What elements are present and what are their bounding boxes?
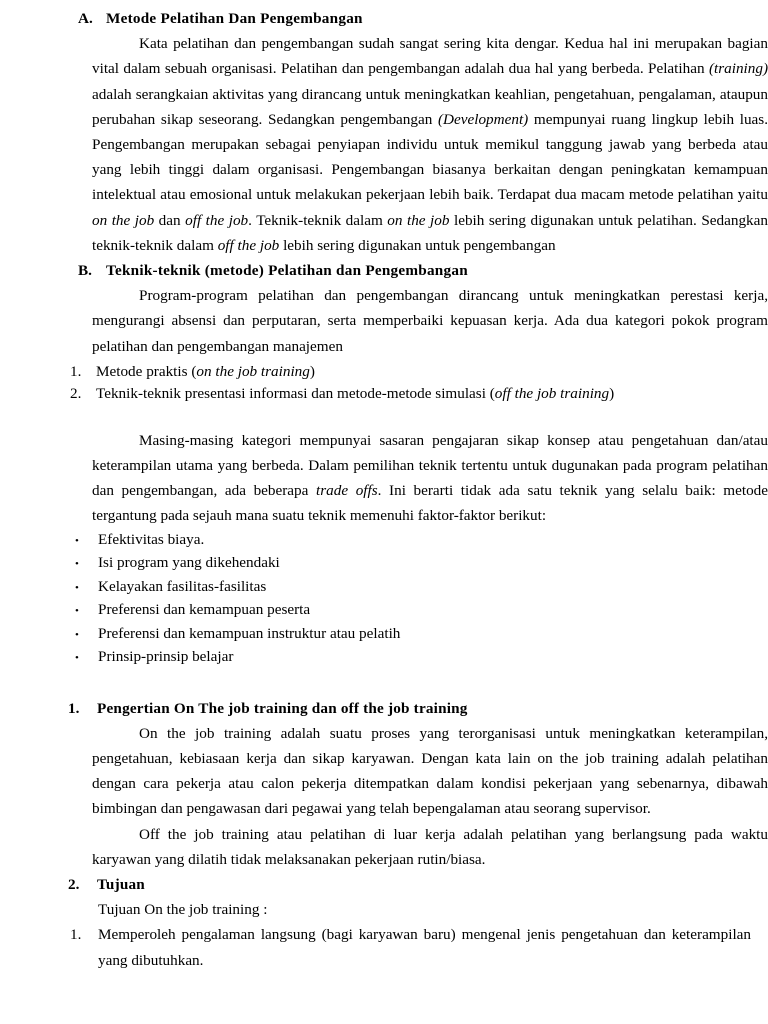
item-1-body — [92, 721, 768, 872]
list-item — [70, 361, 757, 383]
section-b-heading-text: Teknik-teknik (metode) Pelatihan dan Pengembangan — [106, 262, 468, 280]
section-a-marker: A. — [78, 10, 93, 27]
list-item — [75, 552, 757, 576]
section-b-marker: B. — [78, 262, 92, 280]
list-item — [75, 529, 757, 553]
item-2-marker: 2. — [68, 876, 80, 894]
section-b-body-1 — [92, 283, 768, 359]
section-b-paragraph-1: Program-program pelatihan dan pengembangan dirancang untuk meningkatkan perestasi kerja, mengurangi absensi dan perputaran, serta memperbaiki kepuasan kerja. Ada dua kategori pokok program pelatihan dan pengembangan manajemen — [92, 287, 768, 355]
section-b-numbered-list — [11, 361, 757, 405]
bullet-icon: • — [75, 652, 79, 665]
list-item — [70, 922, 751, 972]
item-2-heading — [68, 872, 757, 897]
factors-bullet-list — [11, 529, 757, 670]
spacer — [11, 670, 757, 696]
para-a1-seg3: mempunyai ruang lingkup lebih luas. Pengembangan merupakan sebagai penyiapan individu untuk memikul tanggung jawab yang berbeda atau yang lebih tinggi dalam organisasi. Pengembangan biasanya berkaitan dengan peningkatan kemampuan intelektual atau emosional untuk melakukan pekerjaan lebih baik. Terdapat dua macam metode pelatihan yaitu — [92, 110, 768, 204]
item-1-marker: 1. — [68, 699, 80, 717]
section-a-heading-text: Metode Pelatihan Dan Pengembangan — [106, 10, 363, 27]
list-item-text-lead: Teknik-teknik presentasi informasi dan metode-metode simulasi ( — [96, 384, 495, 402]
para-b2-seg1: Masing-masing kategori mempunyai sasaran pengajaran sikap konsep atau pengetahuan dan/atau keterampilan utama yang berbeda. Dalam pemilihan teknik tertentu untuk dugunakan pada program pelatihan dan pengembangan, ada beberapa — [92, 431, 768, 500]
section-b-heading — [78, 258, 757, 283]
list-item-text — [96, 361, 757, 383]
para-a1-seg1: Kata pelatihan dan pengembangan sudah sangat sering kita dengar. Kedua hal ini merupakan bagian vital dalam sebuah organisasi. Pelatihan dan pengembangan adalah dua hal yang berbeda. Pelatihan — [92, 35, 768, 78]
item-2-subtitle: Tujuan On the job training : — [98, 901, 268, 919]
para-a1-seg4: dan — [154, 211, 186, 229]
list-item-text-tail: ) — [609, 384, 615, 402]
para-b2-em1: trade offs — [316, 482, 378, 500]
para-a1-em3: on the job — [92, 211, 155, 229]
list-item — [75, 576, 757, 600]
bullet-icon: • — [75, 558, 79, 571]
para-a1-seg6: lebih sering digunakan untuk pelatihan. Sedangkan teknik-teknik dalam — [92, 211, 768, 254]
para-a1-seg5: . Teknik-teknik dalam — [248, 211, 388, 229]
bullet-item-label: Isi program yang dikehendaki — [98, 554, 280, 572]
bullet-item-label: Efektivitas biaya. — [98, 530, 205, 548]
spacer — [11, 405, 757, 428]
bullet-icon: • — [75, 605, 79, 618]
section-a-heading — [78, 6, 757, 31]
bullet-item-label: Prinsip-prinsip belajar — [98, 648, 234, 666]
list-item-text-em: on the job training — [196, 362, 310, 380]
list-item-text — [96, 383, 757, 405]
list-item — [70, 383, 757, 405]
item-1-heading-text: Pengertian On The job training dan off the job training — [97, 699, 468, 717]
bullet-icon: • — [75, 581, 79, 594]
item-2-heading-text: Tujuan — [97, 876, 145, 894]
section-b-body-2 — [92, 428, 768, 529]
list-item-marker: 1. — [70, 362, 82, 380]
list-item — [75, 599, 757, 623]
item-2-numbered-list — [11, 922, 757, 972]
bullet-icon: • — [75, 534, 79, 547]
list-item-text-lead: Metode praktis ( — [96, 362, 197, 380]
list-item-text-em: off the job training — [494, 384, 610, 402]
para-a1-em4: off the job — [185, 211, 249, 229]
bullet-item-label: Preferensi dan kemampuan peserta — [98, 601, 311, 619]
bullet-item-label: Kelayakan fasilitas-fasilitas — [98, 577, 267, 595]
list-item-marker: 2. — [70, 384, 82, 402]
list-item — [75, 646, 757, 670]
item-1-paragraph-1: On the job training adalah suatu proses yang terorganisasi untuk meningkatkan keterampilan, pengetahuan, kebiasaan kerja dan sikap karyawan. Dengan kata lain on the job training adalah pelatihan dengan cara pekerja atau calon pekerja ditempatkan dalam kondisi pekerjaan yang sebenarnya, dibawah bimbingan dan pengawasan dari pegawai yang telah bepengalaman atau seorang supervisor. — [92, 724, 768, 818]
para-a1-seg7: lebih sering digunakan untuk pengembangan — [279, 236, 556, 254]
para-a1-em5: on the job — [387, 211, 450, 229]
list-item-marker: 1. — [70, 926, 82, 944]
para-a1-em1: (training) — [708, 60, 768, 78]
list-item-text: Memperoleh pengalaman langsung (bagi karyawan baru) mengenal jenis pengetahuan dan keterampilan yang dibutuhkan. — [98, 926, 751, 969]
para-a1-em2: (Development) — [438, 110, 529, 128]
section-a-paragraph-1 — [92, 31, 768, 258]
para-b2-seg2: . Ini berarti tidak ada satu teknik yang selalu baik: metode tergantung pada sejauh mana suatu teknik memenuhi faktor-faktor berikut: — [92, 482, 768, 525]
list-item — [75, 623, 757, 647]
bullet-item-label: Preferensi dan kemampuan instruktur atau pelatih — [98, 624, 401, 642]
para-a1-em6: off the job — [217, 236, 280, 254]
list-item-text-tail: ) — [309, 362, 315, 380]
item-1-heading — [68, 696, 757, 721]
bullet-icon: • — [75, 628, 79, 641]
section-a-body — [92, 31, 768, 258]
item-1-paragraph-2: Off the job training atau pelatihan di luar kerja adalah pelatihan yang berlangsung pada waktu karyawan yang dilatih tidak melaksanakan pekerjaan rutin/biasa. — [92, 825, 768, 868]
para-a1-seg2: adalah serangkaian aktivitas yang dirancang untuk meningkatkan keahlian, pengetahuan, pengalaman, ataupun perubahan sikap seseorang. Sedangkan pengembangan — [92, 85, 768, 128]
section-b-paragraph-2 — [92, 428, 768, 529]
